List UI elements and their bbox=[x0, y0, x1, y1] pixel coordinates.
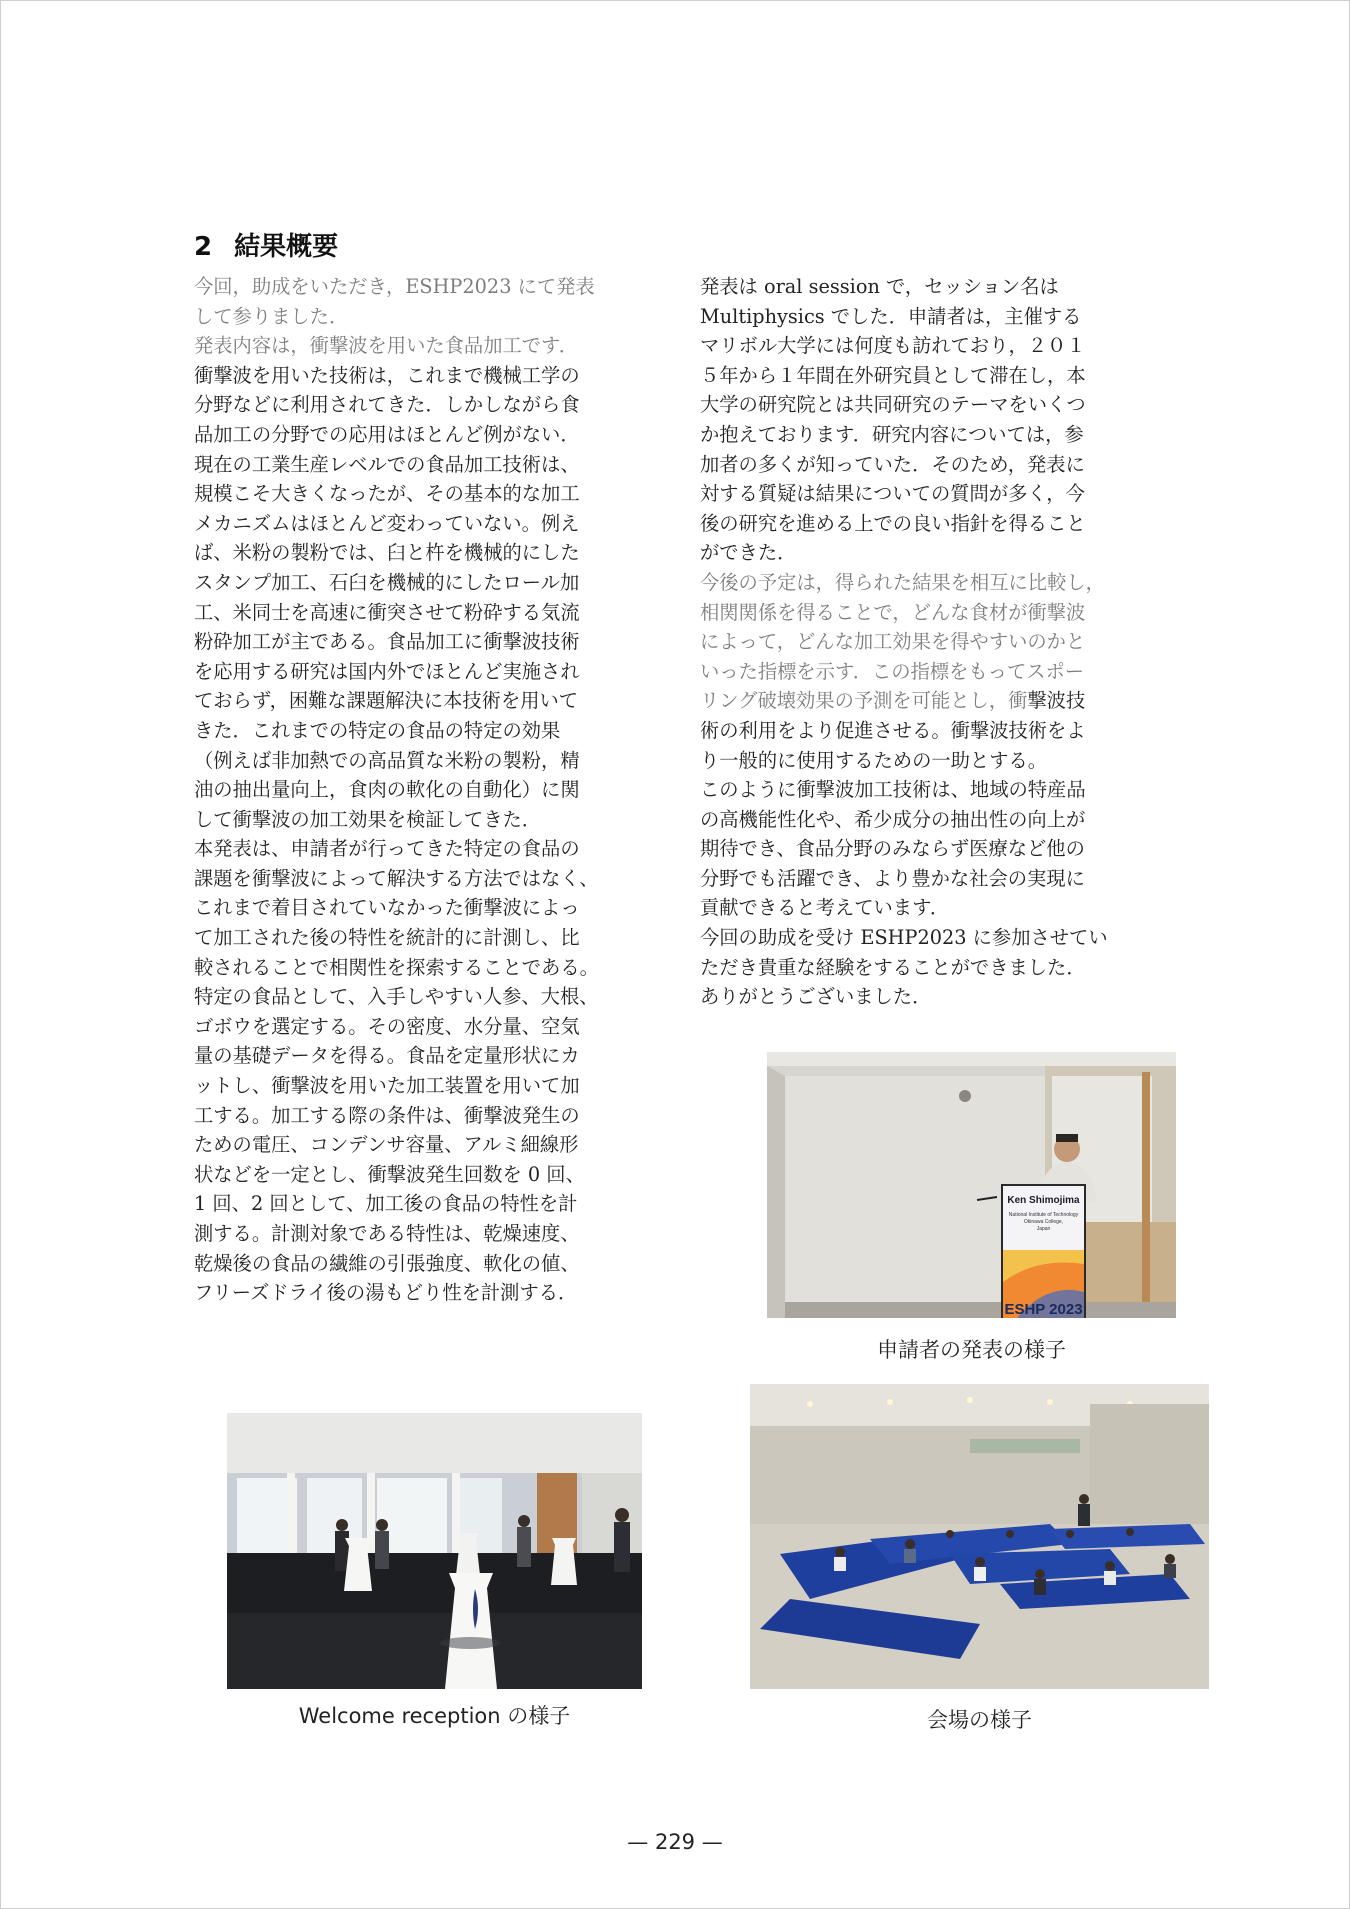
right-column-line: いった指標を示す．この指標をもってスポー bbox=[700, 659, 1085, 683]
left-column-line: 課題を衝撃波によって解決する方法ではなく、 bbox=[194, 866, 599, 890]
left-column-line: 状などを一定とし、衝撃波発生回数を 0 回、 bbox=[194, 1162, 585, 1186]
section-title: 結果概要 bbox=[234, 232, 339, 262]
right-column-line: マリボル大学には何度も訪れており，２０１ bbox=[700, 334, 1086, 358]
right-column-line: 術の利用をより促進させる。衝撃波技術をよ bbox=[700, 718, 1086, 742]
left-column-line: スタンプ加工、石臼を機械的にしたロール加 bbox=[194, 570, 580, 594]
right-column-line: 期待でき、食品分野のみならず医療など他の bbox=[700, 837, 1085, 861]
left-column-line: を応用する研究は国内外でほとんど実施され bbox=[194, 659, 580, 683]
presentation-photo bbox=[767, 1052, 1176, 1318]
podium-affiliation-2: Okinawa College, bbox=[1023, 1219, 1064, 1225]
right-column-line bbox=[700, 686, 1170, 716]
right-column-line: 発表は oral session で，セッション名は bbox=[700, 275, 1059, 298]
left-column-line: 衝撃波を用いた技術は，これまで機械工学の bbox=[194, 363, 580, 387]
left-column-line: フリーズドライ後の湯もどり性を計測する． bbox=[194, 1281, 578, 1305]
left-column-line: これまで着目されていなかった衝撃波によっ bbox=[194, 896, 580, 920]
left-column-line: 1 回、2 回として、加工後の食品の特性を計 bbox=[194, 1192, 578, 1216]
left-column-line: 較されることで相関性を探索することである。 bbox=[194, 955, 599, 979]
right-column-line: 加者の多くが知っていた．そのため，発表に bbox=[700, 452, 1085, 476]
left-column-line: 油の抽出量向上，食肉の軟化の自動化）に関 bbox=[194, 778, 580, 802]
right-column-line: によって，どんな加工効果を得やすいのかと bbox=[700, 630, 1086, 654]
podium-event: ESHP 2023 bbox=[1004, 1301, 1083, 1318]
left-column-line: 規模こそ大きくなったが、その基本的な加工 bbox=[194, 482, 580, 506]
left-column-line: 発表内容は，衝撃波を用いた食品加工です． bbox=[194, 334, 579, 358]
right-column bbox=[700, 272, 1170, 1012]
section-heading bbox=[194, 226, 338, 263]
left-column-line: ておらず，困難な課題解決に本技術を用いて bbox=[194, 689, 579, 713]
left-column-line: して参りました． bbox=[194, 304, 349, 328]
right-column-line: か抱えております．研究内容については，参 bbox=[700, 422, 1084, 446]
right-column-line: 相関関係を得ることで，どんな食材が衝撃波 bbox=[700, 600, 1086, 624]
right-column-line: 貢献できると考えています． bbox=[700, 896, 950, 920]
right-column-line-gray-part: リング破壊効果の予測を可能とし，衝 bbox=[700, 689, 1028, 713]
right-column-line: このように衝撃波加工技術は、地域の特産品 bbox=[700, 778, 1086, 802]
reception-photo bbox=[227, 1413, 642, 1689]
right-column-line: 分野でも活躍でき、より豊かな社会の実現に bbox=[700, 866, 1085, 890]
left-column-line: きた．これまでの特定の食品の特定の効果 bbox=[194, 718, 561, 742]
left-column-line: （例えば非加熱での高品質な米粉の製粉，精 bbox=[194, 748, 580, 772]
section-number: 2 bbox=[194, 232, 213, 262]
right-column-line: 大学の研究院とは共同研究のテーマをいくつ bbox=[700, 393, 1086, 417]
left-column-line: ットし、衝撃波を用いた加工装置を用いて加 bbox=[194, 1074, 580, 1098]
left-column-line: メカニズムはほとんど変わっていない。例え bbox=[194, 511, 580, 535]
left-column-line: て加工された後の特性を統計的に計測し、比 bbox=[194, 926, 580, 950]
left-column-line: 工、米同士を高速に衝突させて粉砕する気流 bbox=[194, 600, 580, 624]
podium-name: Ken Shimojima bbox=[1007, 1195, 1080, 1206]
venue-caption: 会場の様子 bbox=[927, 1708, 1032, 1732]
reception-scene bbox=[227, 1413, 642, 1689]
venue-photo bbox=[750, 1384, 1209, 1689]
left-column-line: 品加工の分野での応用はほとんど例がない． bbox=[194, 422, 580, 446]
left-column-line: 特定の食品として、入手しやすい人参、大根、 bbox=[194, 985, 599, 1009]
left-column-line: ための電圧、コンデンサ容量、アルミ細線形 bbox=[194, 1133, 579, 1157]
right-column-line: 後の研究を進める上での良い指針を得ること bbox=[700, 511, 1086, 535]
left-column-line: 粉砕加工が主である。食品加工に衝撃波技術 bbox=[194, 630, 580, 654]
right-column-line: ５年から１年間在外研究員として滞在し，本 bbox=[700, 363, 1086, 387]
presentation-caption: 申請者の発表の様子 bbox=[877, 1338, 1066, 1362]
right-column-line: 今回の助成を受け ESHP2023 に参加させてい bbox=[700, 926, 1108, 950]
right-column-line: ができた． bbox=[700, 541, 797, 565]
left-column-line: 測する。計測対象である特性は、乾燥速度、 bbox=[194, 1222, 580, 1245]
right-column-line: Multiphysics でした．申請者は，主催する bbox=[700, 304, 1082, 328]
right-column-line: ただき貴重な経験をすることができました． bbox=[700, 955, 1086, 979]
left-column-line: して衝撃波の加工効果を検証してきた． bbox=[194, 807, 542, 831]
left-column-line: 本発表は、申請者が行ってきた特定の食品の bbox=[194, 837, 580, 861]
left-column-line: 分野などに利用されてきた．しかしながら食 bbox=[194, 393, 580, 417]
right-column-line: 対する質疑は結果についての質問が多く，今 bbox=[700, 482, 1085, 506]
left-column-line: 量の基礎データを得る。食品を定量形状にカ bbox=[194, 1044, 580, 1068]
left-column-line: 乾燥後の食品の繊維の引張強度、軟化の値、 bbox=[194, 1251, 580, 1275]
left-column-line: ゴボウを選定する。その密度、水分量、空気 bbox=[194, 1014, 580, 1038]
page-number: — 229 — bbox=[627, 1830, 723, 1854]
left-column bbox=[194, 272, 666, 1308]
left-column-line: 現在の工業生産レベルでの食品加工技術は、 bbox=[194, 452, 580, 476]
presentation-scene bbox=[767, 1052, 1176, 1318]
podium-affiliation-3: Japan bbox=[1036, 1226, 1051, 1232]
right-column-line: の高機能性化や、希少成分の抽出性の向上が bbox=[700, 807, 1086, 831]
right-column-line: り一般的に使用するための一助とする。 bbox=[700, 748, 1048, 772]
reception-caption: Welcome reception の様子 bbox=[298, 1704, 571, 1728]
right-column-line: ありがとうございました． bbox=[700, 985, 932, 1009]
right-column-line: 今後の予定は，得られた結果を相互に比較し， bbox=[700, 570, 1105, 594]
left-column-line: 今回，助成をいただき，ESHP2023 にて発表 bbox=[194, 275, 595, 298]
left-column-line: ば、米粉の製粉では、臼と杵を機械的にした bbox=[194, 541, 580, 565]
venue-scene bbox=[750, 1384, 1209, 1689]
right-column-line-dark-part: 撃波技 bbox=[1027, 689, 1086, 713]
podium-affiliation-1: National Institute of Technology bbox=[1008, 1212, 1079, 1218]
left-column-line: 工する。加工する際の条件は、衝撃波発生の bbox=[194, 1103, 580, 1127]
